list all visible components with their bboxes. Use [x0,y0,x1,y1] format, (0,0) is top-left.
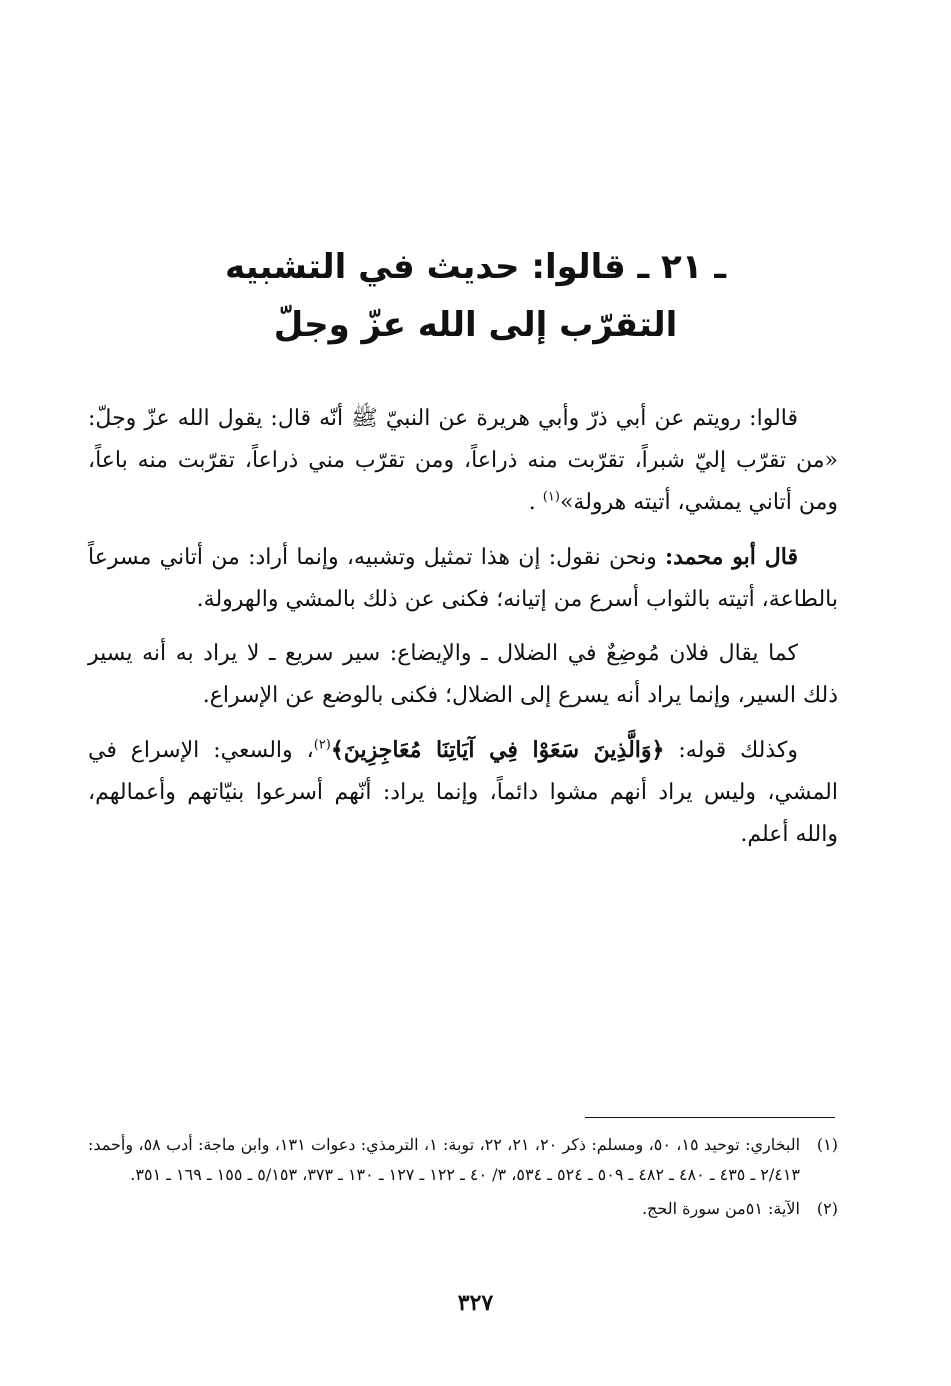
footnote-ref-2: (٢) [313,737,331,753]
paragraph-4-before: وكذلك قوله: [664,738,798,763]
footnote-1-text: البخاري: توحيد ١٥، ٥٠، ومسلم: ذكر ٢٠، ٢١، ٢٢، توبة: ١، الترمذي: دعوات ١٣١، وابن ماجة: أدب ٥٨، وأحمد: ٢/٤١٣ ـ ٤٣٥ ـ ٤٨٠ ـ ٤٨٢ ـ ٥٠٩ ـ ٥٢٤ ـ ٥٣٤، ٣/ ٤٠ ـ ١٢٢ ـ ١٢٧ ـ ١٣٠ ـ ٣٧٣، ٥/١٥٣ ـ ١٥٥ ـ ١٦٩ ـ ٣٥١. [88,1135,801,1184]
footnote-2 [88,1194,838,1224]
paragraph-2 [88,536,838,621]
speaker-label: قال أبو محمد: [664,544,798,570]
paragraph-1 [88,398,838,524]
footnote-separator [585,1117,835,1118]
paragraph-2-text: ونحن نقول: إن هذا تمثيل وتشبيه، وإنما أراد: من أتاني مسرعاً بالطاعة، أتيته بالثواب أسرع من إتيانه؛ فكنى عن ذلك بالمشي والهرولة. [88,545,838,612]
paragraph-3 [88,633,838,717]
paragraph-3-text: كما يقال فلان مُوضِعٌ في الضلال ـ والإيضاع: سير سريع ـ لا يراد به أنه يسير ذلك السير، وإنما يراد أنه يسرع إلى الضلال؛ فكنى بالوضع عن الإسراع. [88,641,838,708]
body-text [88,398,838,868]
footnote-ref-1: (١) [542,489,560,505]
footnote-2-number: (٢) [816,1199,838,1218]
footnote-1-number: (١) [816,1135,838,1154]
chapter-title-line-2: التقرّب إلى الله عزّ وجلّ [273,305,678,345]
footnotes [88,1130,838,1228]
chapter-title [0,238,951,354]
footnote-1 [88,1130,838,1190]
paragraph-4 [88,729,838,856]
quran-verse: ﴿وَالَّذِينَ سَعَوْا فِي آيَاتِنَا مُعَاجِزِينَ﴾ [330,737,665,763]
page-number: ٣٢٧ [457,1290,494,1316]
paragraph-1-end: . [528,490,543,515]
chapter-title-line-1: ـ ٢١ ـ قالوا: حديث في التشبيه [225,247,726,287]
paragraph-1-text: قالوا: رويتم عن أبي ذرّ وأبي هريرة عن النبيّ ﷺ أنّه قال: يقول الله عزّ وجلّ: «من تقرّب إليّ شبراً، تقرّبت منه ذراعاً، ومن تقرّب مني ذراعاً، تقرّبت منه باعاً، ومن أتاني يمشي، أتيته هرولة» [88,406,838,515]
paragraph-4-after: ، والسعي: الإسراع في المشي، وليس يراد أنهم مشوا دائماً، وإنما يراد: أنّهم أسرعوا بنيّاتهم وأعمالهم، والله أعلم. [88,738,838,847]
footnote-2-text: الآية: ٥١من سورة الحج. [641,1199,800,1218]
